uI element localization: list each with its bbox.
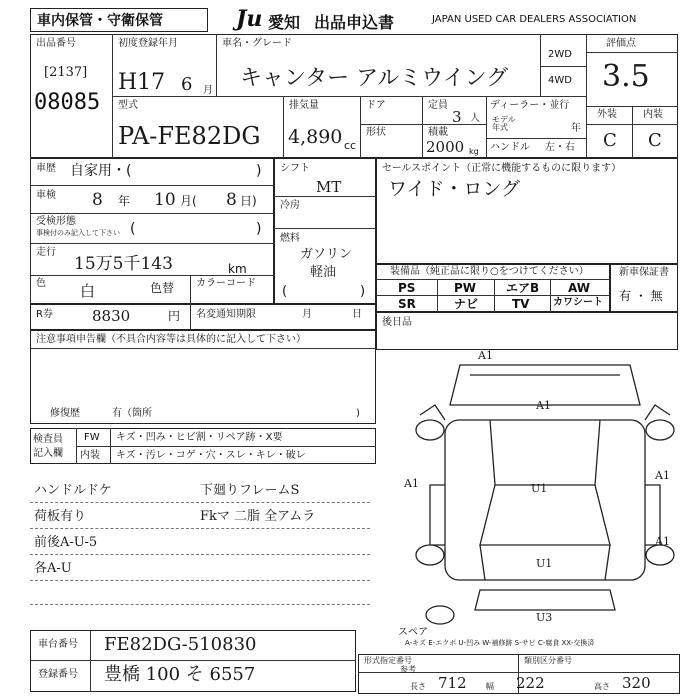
equipment-label: 装備品（純正品に限り○をつけてください） <box>390 266 589 277</box>
mileage-label: 走行 <box>36 247 56 258</box>
storage-label: 車内保管・守衛保管 <box>37 13 163 29</box>
damage-mark-left: A1 <box>404 477 419 490</box>
registration-label: 登録番号 <box>38 669 78 680</box>
inspection-year: 8 <box>92 190 103 210</box>
capacity-label: 定員 <box>428 100 448 111</box>
note-line-3: 前後A-U-5 <box>34 535 98 550</box>
mileage-unit: km <box>228 262 247 276</box>
displacement-label: 排気量 <box>289 100 319 111</box>
equip-navi: ナビ <box>454 297 479 311</box>
mileage-value: 15万5千143 <box>74 254 173 274</box>
inspection-month-unit: 月( <box>180 194 197 208</box>
spare-label: スペア <box>398 627 428 638</box>
guarantee-label: 新車保証書 <box>619 267 669 278</box>
inspector-row1-label: FW <box>84 432 100 443</box>
height-label: 高さ <box>594 682 610 691</box>
lot-number: 08085 <box>34 90 101 115</box>
model-value: PA-FE82DG <box>118 122 261 150</box>
inspection-label: 車検 <box>36 190 56 201</box>
spare-tire-icon <box>426 606 454 624</box>
fuel-value-diesel: 軽油 <box>310 265 337 280</box>
lot-label: 出品番号 <box>36 38 76 49</box>
capacity-value: 3 <box>452 108 462 126</box>
association-name: JAPAN USED CAR DEALERS ASSOCIATION <box>432 14 637 25</box>
length-label: 長さ <box>410 682 426 691</box>
damage-mark-rear: U1 <box>536 557 553 570</box>
repair-history-label: 修復歴 <box>50 408 80 419</box>
equip-airbag: エアB <box>506 281 540 295</box>
fuel-open: ( <box>282 284 288 299</box>
width-value: 222 <box>516 674 545 692</box>
recycle-unit: 円 <box>168 309 181 323</box>
fuel-label: 燃料 <box>280 233 300 244</box>
drive-4wd: 4WD <box>548 75 572 86</box>
acceptance-note: 事検付のみ記入して下さい <box>36 229 120 237</box>
inspection-day-unit: 日) <box>240 194 257 208</box>
inspector-row2: キズ・汚レ・コゲ・穴・スレ・キレ・破レ <box>116 450 306 461</box>
type-spec-label: 形式指定番号 <box>364 656 412 665</box>
equip-ps: PS <box>398 281 416 295</box>
load-value: 2000 <box>426 138 465 156</box>
name-change-day: 日 <box>352 309 362 320</box>
model-label: 型式 <box>118 100 138 111</box>
rating-value: 3.5 <box>602 59 650 94</box>
rating-label: 評価点 <box>606 38 636 49</box>
inspection-year-unit: 年 <box>118 194 131 208</box>
interior-grade: C <box>648 130 662 151</box>
type-spec-ref: 参考 <box>400 665 416 674</box>
model-year-unit: 年 <box>571 123 581 134</box>
name-change-month: 月 <box>302 309 312 320</box>
class-label: 類別区分番号 <box>524 656 572 665</box>
interior-label: 内装 <box>643 109 663 120</box>
damage-mark-front: A1 <box>478 349 493 362</box>
equip-leather-seat: カワシート <box>553 297 603 308</box>
inspector-row1: キズ・凹み・ヒビ割・リペア跡・X要 <box>116 432 283 443</box>
damage-mark-bumper: U3 <box>536 611 553 624</box>
equip-sr: SR <box>398 297 416 311</box>
tire-front-left-icon <box>416 420 444 440</box>
note-line-4: 各A-U <box>34 561 72 576</box>
width-label: 幅 <box>486 682 494 691</box>
handle-options: 左・右 <box>545 142 575 153</box>
first-reg-label: 初度登録年月 <box>118 38 178 49</box>
shape-label: 形状 <box>366 127 386 138</box>
doors-label: ドア <box>366 100 386 111</box>
chassis-label: 車台番号 <box>38 639 78 650</box>
displacement-unit: cc <box>344 139 357 152</box>
drive-2wd: 2WD <box>548 49 572 60</box>
color-code-label: カラーコード <box>196 278 256 289</box>
damage-mark-center: U1 <box>531 482 548 495</box>
guarantee-options: 有 ・ 無 <box>619 289 663 303</box>
tire-rear-left-icon <box>416 545 444 565</box>
load-unit: kg <box>469 147 479 156</box>
aircon-label: 冷房 <box>280 200 300 211</box>
acceptance-open: ( <box>130 221 136 237</box>
capacity-unit: 人 <box>470 113 480 124</box>
first-reg-month: 6 <box>181 74 193 95</box>
damage-legend: A-キズ E-エクボ U-凹み W-補修跡 S-サビ C-腐食 XX-交換済 <box>405 639 595 647</box>
damage-mark-right: A1 <box>655 469 670 482</box>
damage-mark-hood: A1 <box>536 399 551 412</box>
inspector-row2-label: 内装 <box>80 450 100 461</box>
note-right-2: Fkマ 二脂 全アムラ <box>200 509 316 524</box>
acceptance-label: 受検形態 <box>36 216 76 227</box>
repair-history-close: ) <box>356 408 360 419</box>
exterior-label: 外装 <box>597 109 617 120</box>
displacement-value: 4,890 <box>288 126 343 148</box>
history-value: 自家用・( <box>70 163 132 179</box>
equip-pw: PW <box>454 281 477 295</box>
first-reg-value: H17 <box>118 70 166 95</box>
storage-label-box <box>30 8 208 32</box>
tire-rear-right-icon <box>646 545 674 565</box>
sales-point-label: セールスポイント（正常に機能するものに限ります） <box>382 163 622 174</box>
note-line-2: 荷板有り <box>34 509 87 524</box>
registration-number: 豊橋 100 そ 6557 <box>104 664 256 685</box>
equip-aw: AW <box>568 281 590 295</box>
height-value: 320 <box>622 674 651 692</box>
note-right-1: 下廻りフレームS <box>200 483 300 498</box>
recycle-label: R券 <box>36 309 53 320</box>
history-label: 車歴 <box>36 163 56 174</box>
notes-label: 注意事項申告欄（不具合内容等は具体的に記入して下さい） <box>36 334 306 345</box>
color-change-label: 色替 <box>150 281 175 295</box>
shift-value: MT <box>316 178 342 196</box>
sales-point-value: ワイド・ロング <box>388 178 521 200</box>
color-label: 色 <box>36 278 46 289</box>
dealer-label: ディーラー・並行 <box>490 100 570 111</box>
handle-label: ハンドル <box>490 142 530 153</box>
history-close: ) <box>256 163 262 179</box>
acceptance-close: ) <box>256 221 262 237</box>
after-mount-label: 後日品 <box>382 317 412 328</box>
equip-tv: TV <box>512 297 530 311</box>
car-name-label: 車名・グレード <box>222 38 292 49</box>
exterior-grade: C <box>603 130 617 151</box>
fuel-value-gasoline: ガソリン <box>300 247 353 262</box>
inspection-month: 10 <box>154 190 176 210</box>
lot-sub-number: [2137] <box>44 65 88 80</box>
model-year-label: モデル 年式 <box>492 115 516 132</box>
tire-front-right-icon <box>646 420 674 440</box>
inspection-day: 8 <box>226 190 237 210</box>
damage-mark-rear-right: A1 <box>655 535 670 548</box>
name-change-label: 名変通知期限 <box>196 309 256 320</box>
org-name: 愛知 <box>268 13 301 32</box>
first-reg-month-unit: 月 <box>203 85 213 96</box>
inspector-label: 検査員 記入欄 <box>33 434 63 459</box>
load-label: 積載 <box>428 127 448 138</box>
color-value: 白 <box>80 282 96 300</box>
form-title: 出品申込書 <box>314 13 395 32</box>
recycle-value: 8830 <box>92 307 131 325</box>
fuel-close: ) <box>360 284 366 299</box>
shift-label: シフト <box>280 163 310 174</box>
length-value: 712 <box>438 674 467 692</box>
note-line-1: ハンドルドケ <box>34 483 112 498</box>
ju-logo: Ju <box>236 6 263 32</box>
chassis-number: FE82DG-510830 <box>104 634 257 655</box>
car-name-value: キャンター アルミウイング <box>240 66 509 91</box>
repair-history-value: 有（箇所 <box>112 408 152 419</box>
